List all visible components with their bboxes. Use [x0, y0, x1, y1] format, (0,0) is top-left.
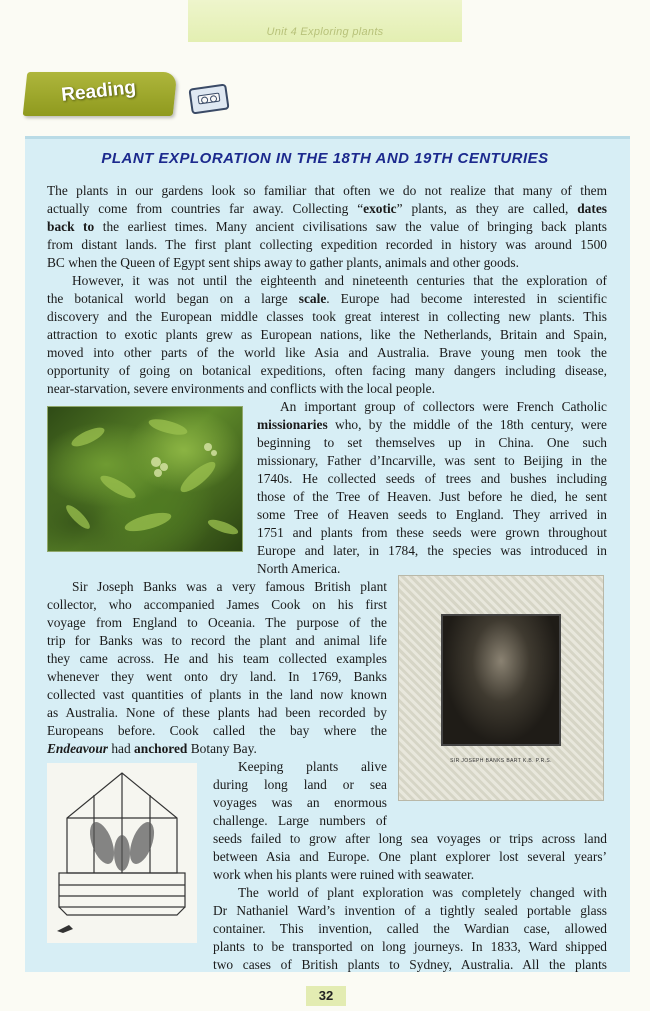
text-line: attraction to exotic plants grew as European nations, like the Netherlands, Britain and Spain, — [47, 327, 607, 342]
text-line: North America. — [257, 561, 341, 576]
text-line: An important group of collectors were French Catholic — [280, 399, 607, 414]
text-line: two cases of British plants to Sydney, Australia. All the plants — [213, 957, 607, 972]
text-line: voyages was an enormous — [213, 795, 387, 810]
reading-label: Reading — [60, 77, 138, 106]
article-title: PLANT EXPLORATION IN THE 18TH AND 19TH CENTURIES — [101, 150, 549, 167]
text-line: Endeavour had anchored Botany Bay. — [47, 741, 257, 756]
text-line: the botanical world began on a large scale. Europe had become interested in scientific — [47, 291, 608, 306]
unit-header — [188, 0, 462, 42]
text-line: Sir Joseph Banks was a very famous British plant — [72, 579, 387, 594]
unit-title: Unit 4 Exploring plants — [266, 26, 384, 38]
text-line: voyage from England to Oceania. The purpose of the — [47, 615, 387, 630]
text-line: collected vast quantities of plants in the land now known — [47, 687, 387, 702]
text-line: However, it was not until the eighteenth and nineteenth centuries that the exploration of — [72, 273, 607, 288]
text-line: seeds failed to grow after long sea voyages or trips across land — [213, 831, 607, 846]
text-line: container. This invention, called the Wardian case, allowed — [213, 921, 607, 936]
text-line: The plants in our gardens look so familiar that often we do not realize that many of them — [47, 183, 607, 198]
text-line: missionary, Father d’Incarville, was sent to Beijing in the — [257, 453, 607, 468]
text-line: Dr Nathaniel Ward’s invention of a tightly sealed portable glass — [213, 903, 607, 918]
text-line: collector, who accompanied James Cook on his first — [47, 597, 387, 612]
cassette-tape-icon[interactable] — [188, 83, 229, 114]
text-line: they came across. He and his team collected examples — [47, 651, 387, 666]
page-number: 32 — [306, 986, 346, 1006]
text-line: discovery and the European middle classes took great interest in collecting new plants. This — [47, 309, 607, 324]
text-line: from distant lands. The first plant collecting expedition recorded in history was around 1500 — [47, 237, 607, 252]
text-line: near-starvation, severe environments and conflicts with the local people. — [47, 381, 435, 396]
text-line: BC when the Queen of Egypt sent ships away to gather plants, animals and other goods. — [47, 255, 519, 270]
text-line: 1740s. He collected seeds of trees and bushes including — [257, 471, 607, 486]
text-line: plants to be transported on long journeys. In 1833, Ward shipped — [213, 939, 607, 954]
text-line: as Australia. None of these plants had been recorded by — [47, 705, 387, 720]
text-line: missionaries who, by the middle of the 18th century, were — [257, 417, 607, 432]
text-line: 1751 and plants from these seeds were grown throughout — [257, 525, 607, 540]
text-line: The world of plant exploration was completely changed with — [238, 885, 607, 900]
text-line: trip for Banks was to record the plant and animal life — [47, 633, 387, 648]
text-line: challenge. Large numbers of — [213, 813, 387, 828]
text-line: beginning to set themselves up in China. One such — [257, 435, 607, 450]
text-line: actually come from countries far away. Collecting “exotic” plants, as they are called, dates — [47, 201, 607, 216]
text-line: back to the earliest times. Many ancient civilisations saw the value of bringing back plants — [47, 219, 607, 234]
text-line: whenever they went onto dry land. In 1769, Banks — [47, 669, 387, 684]
text-line: between Asia and Europe. One plant explorer lost several years’ — [213, 849, 607, 864]
text-line: those of the Tree of Heaven. Just before he died, he sent — [257, 489, 607, 504]
text-line: some Tree of Heaven seeds to England. They arrived in — [257, 507, 607, 522]
text-line: Europeans before. Cook called the bay where the — [47, 723, 387, 738]
portrait-caption: SIR JOSEPH BANKS BART K.B. P.R.S. — [450, 758, 552, 764]
text-line: moved into other parts of the world like Asia and Australia. Brave young men took the — [47, 345, 607, 360]
text-line: work when his plants were ruined with seawater. — [213, 867, 475, 882]
wardian-case-illustration — [47, 763, 197, 943]
joseph-banks-portrait — [398, 575, 604, 801]
reading-section-tag — [23, 72, 178, 116]
text-line: opportunity of going on botanical expeditions, often facing many dangers including disease, — [47, 363, 607, 378]
text-line: Keeping plants alive — [238, 759, 387, 774]
text-line: Europe and later, in 1784, the species was introduced in — [257, 543, 607, 558]
text-line: during long land or sea — [213, 777, 387, 792]
tree-of-heaven-photo — [47, 406, 243, 552]
